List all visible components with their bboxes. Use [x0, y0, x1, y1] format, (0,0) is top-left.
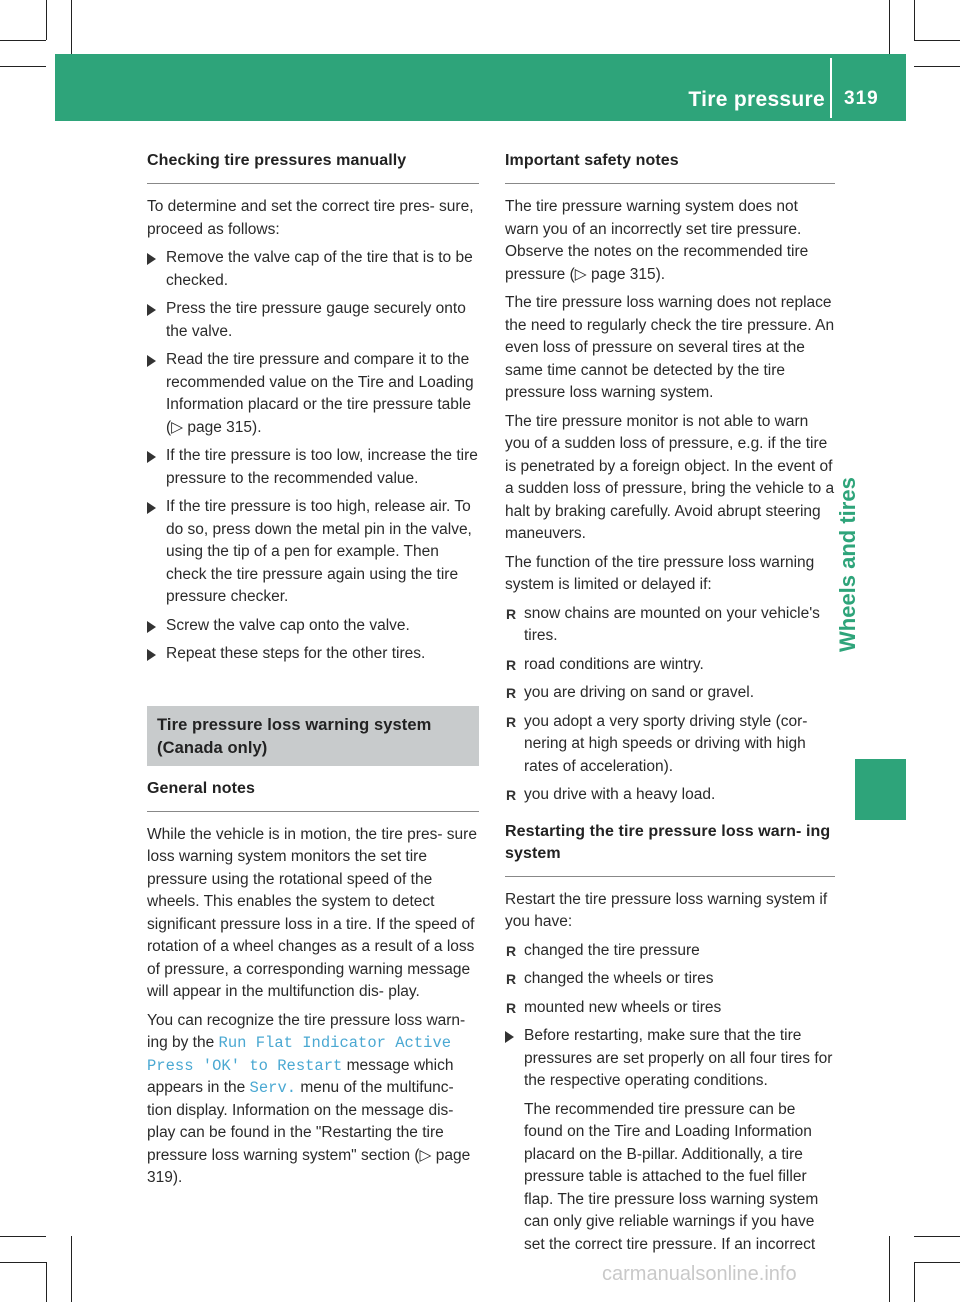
item-text: you adopt a very sporty driving style (cor- nering at high speeds or driving with high rates of acceleration). [524, 712, 808, 775]
bullet-item [505, 603, 835, 648]
crop-mark [0, 1236, 46, 1237]
section-heading-checking: Checking tire pressures manually [147, 152, 407, 169]
general-notes-paragraph: While the vehicle is in motion, the tire pres- sure loss warning system monitors the set tire pressure using the rotational speed of the wheels. This enables the system to detect significant pressure loss in a tire. If the speed of rotation of a wheel changes as a result of a loss of pressure, a corresponding warning message will appear in the multifunction dis- play. [147, 825, 477, 1000]
item-text: changed the tire pressure [524, 941, 700, 959]
text-run: You can recognize the tire pressure loss warn- ing by the [147, 1011, 466, 1051]
section-heading-safety: Important safety notes [505, 152, 679, 169]
item-text: Remove the valve cap of the tire that is to be checked. [166, 249, 473, 289]
step-item [147, 643, 479, 666]
page-number: 319 [844, 88, 879, 109]
bullet-item [505, 711, 835, 779]
safety-paragraph-4: The function of the tire pressure loss warning system is limited or delayed if: [505, 553, 815, 593]
bullet-icon: R [506, 713, 517, 730]
crop-mark [46, 1262, 47, 1302]
divider [505, 876, 835, 877]
step-arrow-icon [147, 621, 156, 633]
step-arrow-icon [147, 451, 156, 463]
bullet-icon: R [506, 787, 517, 803]
section-box-warning-system [147, 706, 479, 766]
bullet-item [505, 940, 835, 963]
display-message-press-ok: Press 'OK' to Restart [147, 1056, 343, 1075]
crop-mark [914, 40, 960, 41]
header-divider [830, 58, 832, 118]
bullet-icon: R [506, 971, 517, 987]
crop-mark [0, 40, 46, 41]
chapter-tab-label: Wheels and tires [835, 477, 860, 652]
safety-paragraph-2: The tire pressure loss warning does not replace the need to regularly check the tire pressure. An even loss of pressure on several tires at the same time cannot be detected by the tire pressure loss warning system. [505, 294, 835, 401]
divider [147, 183, 479, 184]
item-text: Press the tire pressure gauge securely onto the valve. [166, 300, 466, 340]
divider [505, 183, 835, 184]
bullet-icon: R [506, 685, 517, 701]
crop-mark [71, 1236, 72, 1302]
chapter-tab-marker [855, 759, 906, 820]
restart-step-text: Before restarting, make sure that the tire pressures are set properly on all four tires for the respective operating conditions. [524, 1027, 833, 1089]
text-run: message which appears in the [147, 1056, 454, 1096]
crop-mark [0, 1262, 46, 1263]
step-item [147, 247, 479, 292]
page-title: Tire pressure [688, 88, 825, 111]
restart-bullet-list [505, 940, 835, 1020]
bullet-icon: R [506, 942, 517, 959]
restart-step [505, 1025, 835, 1093]
bullet-icon: R [506, 656, 517, 673]
bullet-item [505, 968, 835, 991]
safety-paragraph-3: The tire pressure monitor is not able to warn you of a sudden loss of pressure, e.g. if the tire is penetrated by a foreign object. In the event of a sudden loss of pressure, bring the vehicle to a halt by braking carefully. Avoid abrupt steering maneuvers. [505, 412, 835, 542]
crop-mark [914, 66, 960, 67]
safety-bullet-list [505, 603, 835, 807]
bullet-icon: R [506, 999, 517, 1016]
left-column [147, 150, 479, 1196]
display-menu-serv: Serv. [249, 1079, 297, 1097]
crop-mark [914, 0, 915, 40]
subheading-general-notes: General notes [147, 779, 256, 797]
bullet-item [505, 682, 835, 705]
item-text: If the tire pressure is too high, release air. To do so, press down the metal pin in the valve, using the tip of a pen for example. Then check the tire pressure again using the tire pressure checker. [166, 498, 472, 605]
crop-mark [889, 1236, 890, 1302]
section-heading-warning-system: Tire pressure loss warning system (Canada only) [157, 715, 432, 757]
checking-steps-list [147, 247, 479, 666]
step-item [147, 298, 479, 343]
checking-intro: To determine and set the correct tire pres- sure, proceed as follows: [147, 198, 474, 238]
item-text: Repeat these steps for the other tires. [166, 645, 426, 662]
restart-step-note: The recommended tire pressure can be found on the Tire and Loading Information placard on the B-pillar. Additionally, a tire pressure table is attached to the fuel filler flap. The tire pressure loss warning system can only give reliable warnings if you have set the correct tire pressure. If an incorrect [524, 1100, 819, 1253]
step-arrow-icon [505, 1031, 514, 1043]
bullet-item [505, 997, 835, 1020]
crop-mark [0, 66, 46, 67]
step-arrow-icon [147, 253, 156, 265]
crop-mark [914, 1262, 960, 1263]
step-arrow-icon [147, 502, 156, 514]
item-text: you drive with a heavy load. [524, 786, 716, 803]
item-text: Read the tire pressure and compare it to the recommended value on the Tire and Loading Information placard or the tire pressure table (▷ page 315). [166, 351, 474, 436]
bullet-item [505, 654, 835, 677]
divider [147, 811, 479, 812]
bullet-item [505, 784, 835, 807]
item-text: changed the wheels or tires [524, 970, 714, 987]
crop-mark [914, 1236, 960, 1237]
step-item [147, 496, 479, 609]
item-text: snow chains are mounted on your vehicle's tires. [524, 604, 820, 644]
text-run: menu of the multifunc- tion display. Information on the message dis- play can be found in the "Restarting the tire pressure loss warning system" section (▷ page 319). [147, 1079, 471, 1186]
right-column [505, 150, 835, 1262]
step-arrow-icon [147, 304, 156, 316]
item-text: mounted new wheels or tires [524, 998, 722, 1016]
step-arrow-icon [147, 649, 156, 661]
crop-mark [914, 1262, 915, 1302]
item-text: Screw the valve cap onto the valve. [166, 616, 410, 634]
section-heading-restart: Restarting the tire pressure loss warn- ing system [505, 822, 831, 862]
bullet-icon: R [506, 605, 517, 622]
warning-recognition-paragraph [147, 1010, 479, 1190]
item-text: If the tire pressure is too low, increase the tire pressure to the recommended value. [166, 447, 478, 487]
restart-intro: Restart the tire pressure loss warning system if you have: [505, 890, 828, 930]
item-text: road conditions are wintry. [524, 655, 704, 673]
item-text: you are driving on sand or gravel. [524, 684, 755, 701]
step-arrow-icon [147, 355, 156, 367]
watermark: carmanualsonline.info [602, 1263, 797, 1285]
safety-paragraph-1: The tire pressure warning system does not warn you of an incorrectly set tire pressure. Observe the notes on the recommended tire pressure (▷ page 315). [505, 198, 809, 283]
crop-mark [46, 0, 47, 40]
step-item [147, 445, 479, 490]
display-message-run-flat: Run Flat Indicator Active [218, 1034, 452, 1052]
step-item [147, 615, 479, 638]
step-item [147, 349, 479, 439]
